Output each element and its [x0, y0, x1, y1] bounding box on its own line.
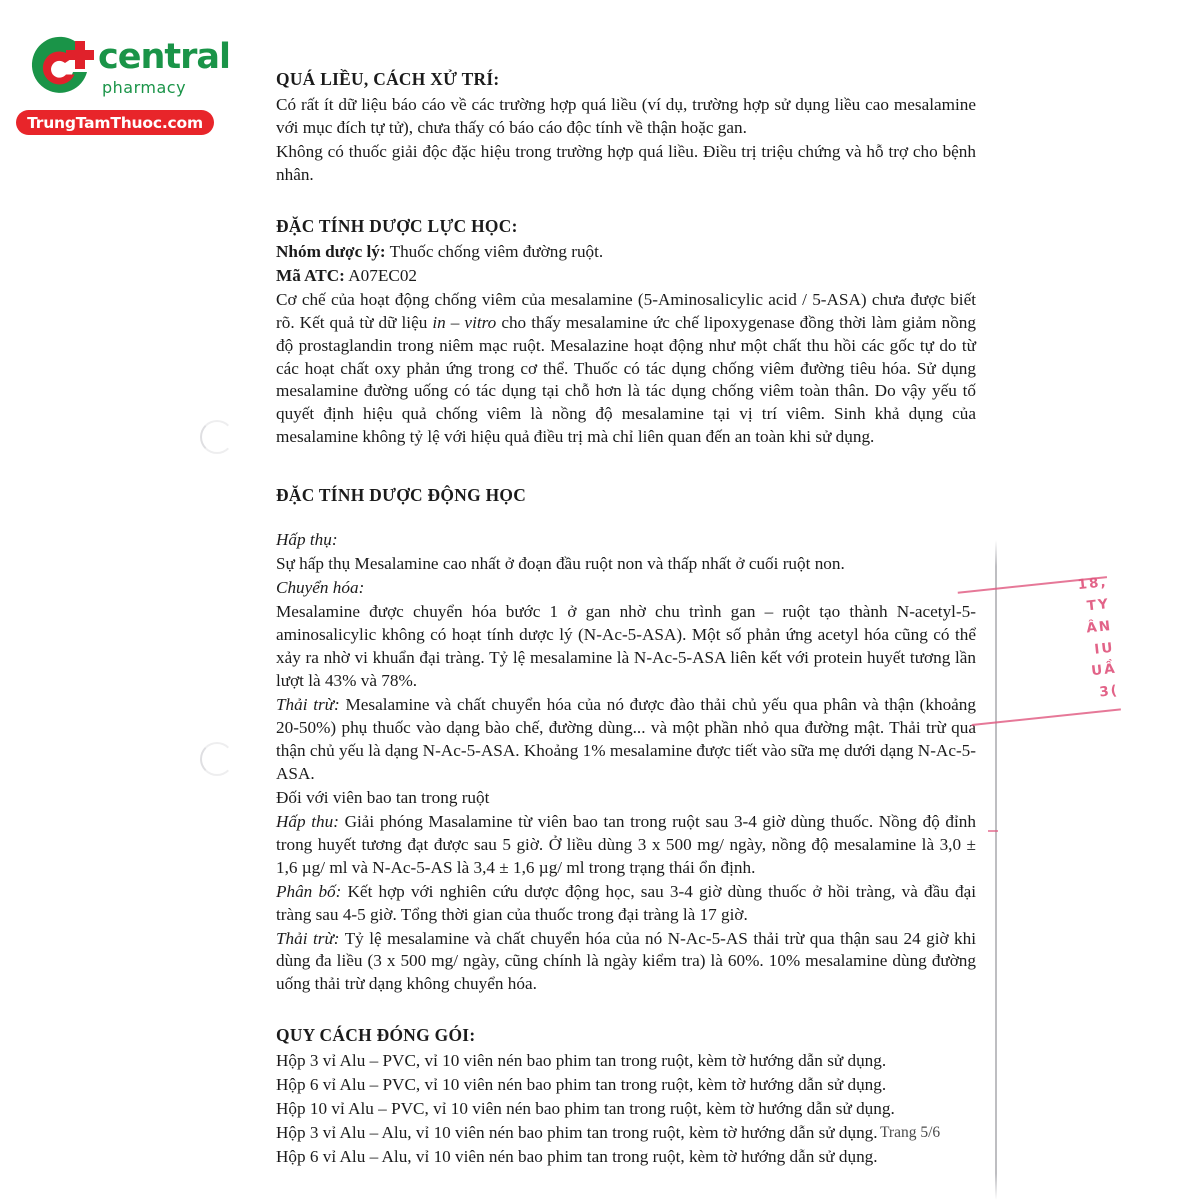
packaging-line-5: Hộp 6 vỉ Alu – Alu, vỉ 10 viên nén bao phim tan trong ruột, kèm tờ hướng dẫn sử dụng. — [276, 1147, 878, 1167]
packaging-line-4: Hộp 3 vỉ Alu – Alu, vỉ 10 viên nén bao phim tan trong ruột, kèm tờ hướng dẫn sử dụng. — [276, 1123, 878, 1143]
red-margin-tick — [988, 830, 998, 832]
pharmacodynamics-body-part1: Cơ chế của hoạt động chống viêm của mesalamine (5-Aminosalicylic acid / 5-ASA) chưa được biết rõ. Kết quả từ dữ liệu — [276, 289, 976, 332]
site-watermark-logo — [14, 26, 229, 144]
overdose-paragraph-1: Có rất ít dữ liệu báo cáo về các trường hợp quá liều (ví dụ, trường hợp sử dụng liều cao mesalamine với mục đích tự tử), chưa thấy có báo cáo độc tính về thận hoặc gan. — [276, 94, 976, 137]
pharmacologic-group-value: Thuốc chống viêm đường ruột. — [385, 241, 604, 261]
pk-absorption-label: Hấp thụ: — [276, 530, 338, 550]
red-approval-stamp-fragment — [1003, 574, 1120, 727]
stamp-line-3: ÂN — [1085, 617, 1113, 637]
atc-code-line — [276, 265, 976, 288]
pharmacodynamics-body-part2: cho thấy mesalamine ức chế lipoxygenase đồng thời làm giảm nồng độ prostaglandin trong niêm mạc ruột. Mesalazine hoạt động như một chất thu hồi các gốc tự do từ các hoạt chất oxy phản ứng trong cơ thể. Thuốc có tác dụng chống viêm đường tiêu hóa. Sử dụng mesalamine đường uống có tác dụng tại chỗ hơn là tác dụng chống viêm toàn thân. Do vậy yếu tố quyết định hiệu quả chống viêm là nồng độ mesalamine tại vị trí viêm. Sinh khả dụng của mesalamine không tỷ lệ với hiệu quả điều trị mà chỉ liên quan đến an toàn khi sử dụng. — [276, 312, 976, 447]
pk-enteric-elimination-text: Tỷ lệ mesalamine và chất chuyển hóa của nó N-Ac-5-AS thải trừ qua thận sau 24 giờ khi dùng đa liều (3 x 500 mg/ ngày, cũng chính là ngày kiểm tra) là 60%. 10% mesalamine dùng đường uống thải trừ dạng không chuyển hóa. — [276, 928, 976, 994]
pharmacodynamics-body-italic: in – vitro — [432, 312, 497, 332]
pk-metabolism-label: Chuyển hóa: — [276, 578, 365, 598]
overdose-paragraph-2: Không có thuốc giải độc đặc hiệu trong trường hợp quá liều. Điều trị triệu chứng và hỗ trợ cho bệnh nhân. — [276, 141, 976, 184]
pk-metabolism-text: Mesalamine được chuyển hóa bước 1 ở gan nhờ chu trình gan – ruột tạo thành N-acetyl-5-aminosalicylic không có hoạt tính dược lý (N-Ac-5-ASA). Một số phản ứng acetyl hóa cũng có thể xảy ra nhờ vi khuẩn đại tràng. Tỷ lệ mesalamine là N-Ac-5-ASA liên kết với protein huyết tương lần lượt là 43% và 78%. — [276, 602, 976, 691]
pk-distribution-label: Phân bố: — [276, 881, 342, 901]
logo-subword: pharmacy — [102, 78, 187, 97]
logo-wordmark: central — [98, 37, 231, 77]
pk-elimination-text: Mesalamine và chất chuyển hóa của nó được đào thải chủ yếu qua phân và thận (khoảng 20-50%) phụ thuốc vào dạng bào chế, đường dùng... và một phần nhỏ qua đường mật. Thải trừ qua thận chủ yếu là dạng N-Ac-5-ASA. Khoảng 1% mesalamine được tiết vào sữa mẹ dưới dạng N-Ac-5-ASA. — [276, 694, 976, 783]
pharmacodynamics-body — [276, 289, 976, 450]
pk-absorption-text: Sự hấp thụ Mesalamine cao nhất ở đoạn đầu ruột non và thấp nhất ở cuối ruột non. — [276, 554, 845, 574]
hole-punch-mark-bottom — [200, 742, 234, 776]
pk-enteric-absorption-text: Giải phóng Masalamine từ viên bao tan trong ruột sau 3-4 giờ dùng thuốc. Nồng độ đỉnh trong huyết tương đạt được sau 5 giờ. Ở liều dùng 3 x 500 mg/ ngày, nồng độ mesalamine là 3,0 ± 1,6 µg/ ml và N-Ac-5-AS là 3,4 ± 1,6 µg/ ml trong trạng thái ổn định. — [276, 811, 976, 877]
pk-distribution-text: Kết hợp với nghiên cứu dược động học, sau 3-4 giờ dùng thuốc ở hồi tràng, và đầu đại tràng sau 4-5 giờ. Tổng thời gian của thuốc trong đại tràng là 17 giờ. — [276, 881, 976, 924]
site-url-banner: TrungTamThuoc.com — [16, 110, 214, 135]
central-pharmacy-logo-icon — [24, 30, 96, 102]
stamp-line-1: 18, — [1076, 574, 1109, 594]
atc-code-label: Mã ATC: — [276, 265, 345, 285]
pk-distribution-paragraph — [276, 881, 976, 927]
stamp-line-6: 3( — [1098, 682, 1120, 701]
stamp-text-lines — [957, 572, 1121, 732]
stamp-line-4: IU — [1093, 639, 1116, 658]
section-heading-pharmacokinetics: ĐẶC TÍNH DƯỢC ĐỘNG HỌC — [276, 485, 527, 506]
stamp-line-2: TY — [1086, 595, 1111, 615]
pk-enteric-absorption-paragraph — [276, 811, 976, 880]
section-heading-pharmacodynamics: ĐẶC TÍNH DƯỢC LỰC HỌC: — [276, 215, 518, 236]
packaging-line-1: Hộp 3 vỉ Alu – PVC, vỉ 10 viên nén bao phim tan trong ruột, kèm tờ hướng dẫn sử dụng. — [276, 1051, 887, 1071]
packaging-line-2: Hộp 6 vỉ Alu – PVC, vỉ 10 viên nén bao phim tan trong ruột, kèm tờ hướng dẫn sử dụng. — [276, 1075, 887, 1095]
hole-punch-mark-top — [200, 420, 234, 454]
section-heading-overdose: QUÁ LIỀU, CÁCH XỬ TRÍ: — [276, 69, 500, 89]
pk-enteric-elimination-label: Thải trừ: — [276, 928, 340, 948]
pk-enteric-elimination-paragraph — [276, 928, 976, 997]
pharmacologic-group-label: Nhóm dược lý: — [276, 241, 386, 261]
atc-code-value: A07EC02 — [344, 265, 418, 285]
section-heading-packaging: QUY CÁCH ĐÓNG GÓI: — [276, 1025, 476, 1046]
packaging-line-3: Hộp 10 vỉ Alu – PVC, vỉ 10 viên nén bao phim tan trong ruột, kèm tờ hướng dẫn sử dụng. — [276, 1099, 895, 1119]
pk-enteric-absorption-label: Hấp thu: — [276, 811, 339, 831]
stamp-line-5: UẦ — [1090, 661, 1118, 680]
pk-enteric-subheading: Đối với viên bao tan trong ruột — [276, 787, 490, 807]
pharmacologic-group-line — [276, 241, 976, 264]
page-number-footer: Trang 5/6 — [880, 1124, 941, 1141]
pk-elimination-paragraph — [276, 694, 976, 786]
pk-elimination-label: Thải trừ: — [276, 694, 340, 714]
document-body — [276, 68, 976, 1170]
